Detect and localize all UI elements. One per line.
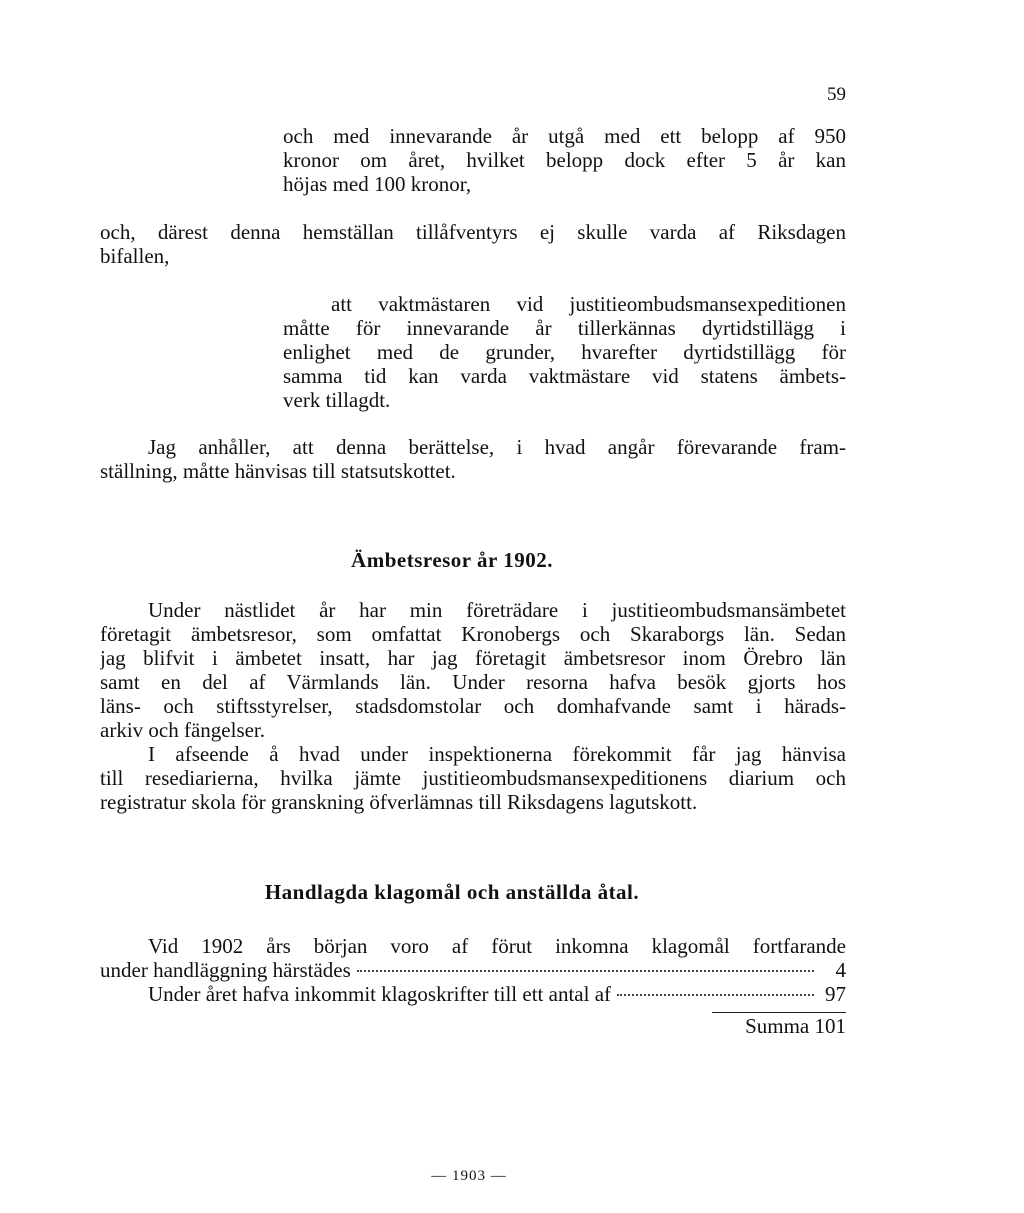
ledger-row-pending [100,958,846,982]
text-line: att vaktmästaren vid justitieombudsmansexpeditionen [331,292,846,316]
text-line: arkiv och fängelser. [100,718,266,742]
text-line: I afseende å hvad under inspektionerna förekommit får jag hänvisa [148,742,846,766]
sum-label: Summa [745,1014,810,1038]
ledger-sum [700,1014,846,1039]
ledger-label: Under året hafva inkommit klagoskrifter till ett antal af [148,982,612,1006]
dot-leader [617,994,814,996]
text-line: Vid 1902 års början voro af förut inkomna klagomål fortfarande [148,934,846,958]
paragraph-cost-of-living-allowance [283,292,846,412]
text-line: företagit ämbetsresor, som omfattat Kronobergs och Skaraborgs län. Sedan [100,622,846,646]
ledger-value: 4 [835,958,846,982]
text-line: och, därest denna hemställan tillåfventyrs ej skulle varda af Riksdagen [100,220,846,244]
text-line: ställning, måtte hänvisas till statsutskottet. [100,459,456,483]
paragraph-journeys-summary [100,598,846,742]
sum-value: 101 [814,1014,846,1038]
text-line: enlighet med de grunder, hvarefter dyrtidstillägg för [283,340,846,364]
text-line: jag blifvit i ämbetet insatt, har jag företagit ämbetsresor inom Örebro län [100,646,846,670]
text-line: och med innevarande år utgå med ett belopp af 950 [283,124,846,148]
text-line: måtte för innevarande år tillerkännas dyrtidstillägg i [283,316,846,340]
dot-leader [357,970,814,972]
text-line: läns- och stiftsstyrelser, stadsdomstolar och domhafvande samt i härads- [100,694,846,718]
text-line: kronor om året, hvilket belopp dock efter 5 år kan [283,148,846,172]
ledger-row-received [100,982,846,1006]
paragraph-annual-amount [283,124,846,196]
text-line: samt en del af Värmlands län. Under resorna hafva besök gjorts hos [100,670,846,694]
text-line: till resediarierna, hvilka jämte justitieombudsmansexpeditionens diarium och [100,766,846,790]
page-number: 59 [827,84,846,105]
footer-year-mark: — 1903 — [431,1168,507,1184]
text-line: bifallen, [100,244,170,268]
text-line: Under nästlidet år har min företrädare i justitieombudsmansämbetet [148,598,846,622]
paragraph-referral-request [100,435,846,483]
section-heading-complaints: Handlagda klagomål och anställda åtal. [264,880,640,904]
paragraph-inspection-reference [100,742,846,814]
ledger-label: under handläggning härstädes [100,958,351,982]
complaints-ledger [100,934,846,1006]
sum-rule [712,1012,846,1013]
ledger-value: 97 [825,982,846,1006]
text-line: verk tillagdt. [283,388,391,412]
text-line: Jag anhåller, att denna berättelse, i hvad angår förevarande fram- [148,435,846,459]
text-line: höjas med 100 kronor, [283,172,472,196]
text-line: samma tid kan varda vaktmästare vid statens ämbets- [283,364,846,388]
text-line: registratur skola för granskning öfverlämnas till Riksdagens lagutskott. [100,790,698,814]
paragraph-riksdag-condition [100,220,846,268]
section-heading-official-journeys: Ämbetsresor år 1902. [351,548,553,572]
